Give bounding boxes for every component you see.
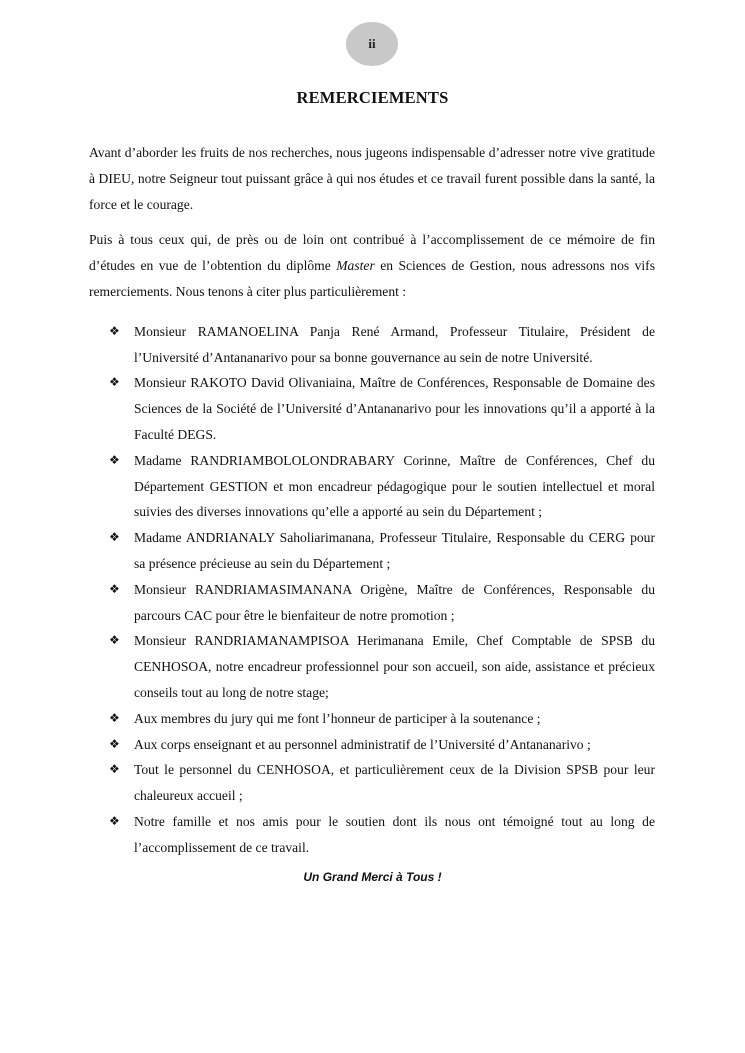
- list-item: [89, 370, 655, 447]
- list-item-text: Madame RANDRIAMBOLOLONDRABARY Corinne, Maître de Conférences, Chef du Département GESTION et mon encadreur pédagogique pour le soutien intellectuel et moral suivies des diverses innovations qu’elle a apporté au sein du Département ;: [134, 452, 655, 520]
- list-item: [89, 525, 655, 577]
- paragraph-text-after: en Sciences de Gestion, nous adressons nos vifs remerciements. Nous tenons à citer plus particulièrement :: [89, 258, 655, 299]
- diamond-bullet-icon: ❖: [109, 530, 120, 545]
- acknowledgement-list: [89, 319, 655, 861]
- intro-paragraph: Avant d’aborder les fruits de nos recherches, nous jugeons indispensable d’adresser notre vive gratitude à DIEU, notre Seigneur tout puissant grâce à qui nos études et ce travail furent possible dans la santé, la force et le courage.: [89, 145, 655, 212]
- page-number-badge: [346, 22, 398, 66]
- degree-name: Master: [336, 258, 375, 274]
- list-item-text: Madame ANDRIANALY Saholiarimanana, Professeur Titulaire, Responsable du CERG pour sa présence précieuse au sein du Département ;: [134, 530, 655, 571]
- diamond-bullet-icon: ❖: [109, 813, 120, 828]
- list-item: [89, 732, 655, 758]
- acknowledgement-paragraph: [89, 227, 655, 304]
- diamond-bullet-icon: ❖: [109, 736, 120, 751]
- list-item: [89, 319, 655, 371]
- diamond-bullet-icon: ❖: [109, 762, 120, 777]
- list-item: [89, 757, 655, 809]
- diamond-bullet-icon: ❖: [109, 323, 120, 338]
- list-item-text: Tout le personnel du CENHOSOA, et particulièrement ceux de la Division SPSB pour leur chaleureux accueil ;: [134, 762, 655, 804]
- paragraph-text-before: Puis à tous ceux qui, de près ou de loin ont contribué à l’accomplissement de ce mémoire de fin d’études en vue de l’obtention du diplôme: [89, 232, 655, 274]
- page-number: ii: [368, 36, 376, 51]
- diamond-bullet-icon: ❖: [109, 633, 120, 648]
- diamond-bullet-icon: ❖: [109, 375, 120, 390]
- list-item: [89, 448, 655, 525]
- list-item: [89, 628, 655, 705]
- list-item-text: Monsieur RAMANOELINA Panja René Armand, Professeur Titulaire, Président de l’Université d’Antananarivo pour sa bonne gouvernance au sein de notre Université.: [134, 323, 655, 365]
- list-item: [89, 809, 655, 861]
- list-item-text: Monsieur RAKOTO David Olivaniaina, Maître de Conférences, Responsable de Domaine des Sciences de la Société de l’Université d’Antananarivo pour les innovations qu’il a apporté à la Faculté DEGS.: [134, 375, 655, 442]
- list-item: [89, 577, 655, 629]
- list-item-text: Monsieur RANDRIAMASIMANANA Origène, Maître de Conférences, Responsable du parcours CAC pour être le bienfaiteur de notre promotion ;: [134, 581, 655, 623]
- diamond-bullet-icon: ❖: [109, 581, 120, 596]
- page-title: REMERCIEMENTS: [296, 88, 449, 107]
- closing-remark: Un Grand Merci à Tous !: [303, 870, 442, 884]
- diamond-bullet-icon: ❖: [109, 452, 120, 467]
- list-item-text: Aux corps enseignant et au personnel administratif de l’Université d’Antananarivo ;: [134, 736, 591, 752]
- document-body: [89, 140, 655, 861]
- list-item-text: Monsieur RANDRIAMANAMPISOA Herimanana Emile, Chef Comptable de SPSB du CENHOSOA, notre encadreur professionnel pour son accueil, son aide, assistance et précieux conseils tout au long de notre stage;: [134, 633, 655, 700]
- list-item-text: Notre famille et nos amis pour le soutien dont ils nous ont témoigné tout au long de l’accomplissement de ce travail.: [134, 813, 655, 855]
- list-item: [89, 706, 655, 732]
- list-item-text: Aux membres du jury qui me font l’honneur de participer à la soutenance ;: [134, 710, 541, 726]
- diamond-bullet-icon: ❖: [109, 710, 120, 725]
